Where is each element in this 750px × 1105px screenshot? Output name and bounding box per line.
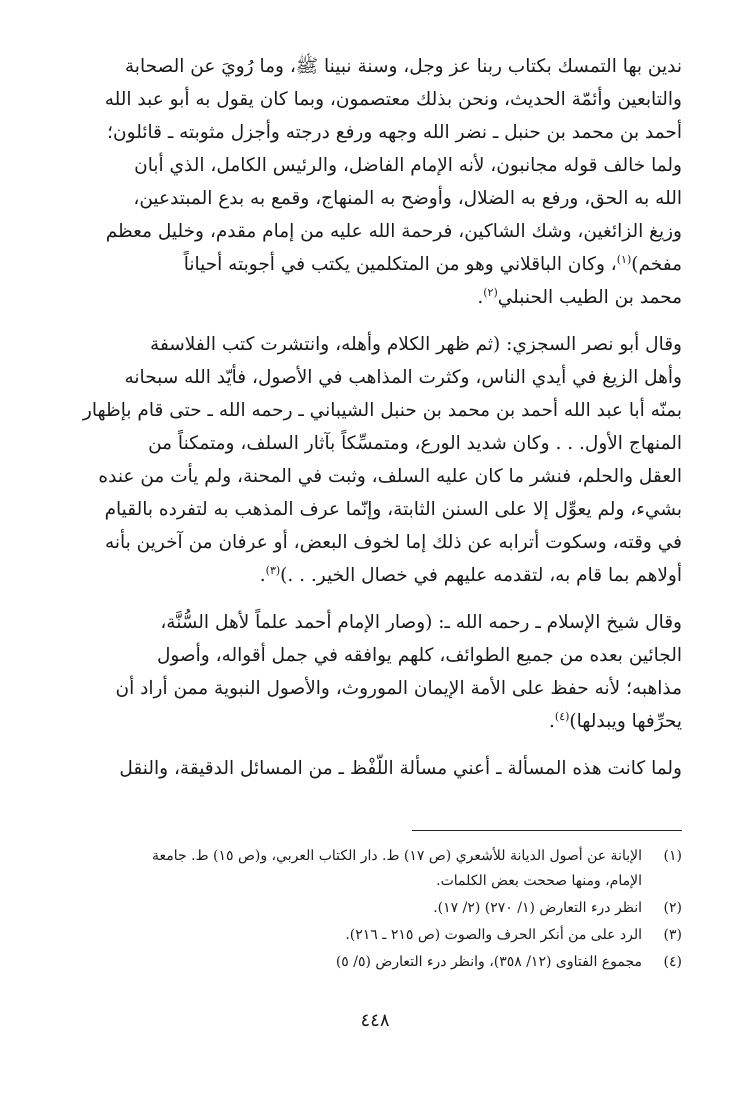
text-line: أولاهم بما قام به، لتقدمه عليهم في خصال الخير. . .) <box>280 565 682 586</box>
page <box>70 50 682 970</box>
footnote-line: الإمام، ومنها صححت بعض الكلمات. <box>436 873 642 889</box>
text-line: الجائين بعده من جميع الطوائف، كلهم يوافقه في جمل أقواله، وأصول <box>156 645 682 666</box>
paragraph-2 <box>70 328 682 592</box>
footnote-divider <box>412 830 682 831</box>
text-line: العقل والحلم، فنشر ما كان عليه السلف، وثبت في المحنة، ولم يأت من عنده <box>98 466 682 487</box>
footnote-ref-1[interactable]: (١) <box>616 252 632 266</box>
text-line: مذاهبه؛ لأنه حفظ على الأمة الإيمان الموروث، والأصول النبوية ممن أراد أن <box>115 678 682 699</box>
text-line: أحمد بن محمد بن حنبل ـ نضر الله وجهه ورفع درجته وأجزل مثوبته ـ قائلون؛ <box>107 122 682 143</box>
main-text <box>70 50 682 785</box>
text-line: المنهاج الأول. . . وكان شديد الورع، ومتمسِّكاً بآثار السلف، ومتمكناً من <box>148 433 682 454</box>
footnote-1 <box>70 844 682 894</box>
footnote-text: الرد على من أنكر الحرف والصوت (ص ٢١٥ ـ ٢١٦). <box>345 927 642 943</box>
footnotes <box>70 844 682 977</box>
text-line: وزيغ الزائغين، وشك الشاكين، فرحمة الله عليه من إمام مقدم، وخليل معظم <box>105 221 682 242</box>
text-line: وأهل الزيغ في أيدي الناس، وكثرت المذاهب في الأصول، فأيّد الله سبحانه <box>124 367 682 388</box>
footnote-ref-3[interactable]: (٣) <box>265 563 281 577</box>
footnote-2 <box>70 896 682 921</box>
paragraph-1 <box>70 50 682 314</box>
footnote-text <box>70 844 642 894</box>
footnote-text: انظر درء التعارض (١/ ٢٧٠) (٢/ ١٧). <box>433 900 642 916</box>
text-line: ندين بها التمسك بكتاب ربنا عز وجل، وسنة نبينا ﷺ، وما رُويَ عن الصحابة <box>124 56 682 77</box>
text-line: ولما كانت هذه المسألة ـ أعني مسألة اللّفْظ ـ من المسائل الدقيقة، والنقل <box>119 758 682 779</box>
text-line: ولما خالف قوله مجانبون، لأنه الإمام الفاضل، والرئيس الكامل، الذي أبان <box>134 155 682 176</box>
text-line: ، وكان الباقلاني وهو من المتكلمين يكتب في أجوبته أحياناً <box>183 254 617 275</box>
footnote-number: (٢) <box>663 900 682 916</box>
text-line: بمنّه أبا عبد الله أحمد بن محمد بن حنبل الشيباني ـ رحمه الله ـ حتى قام بإظهار <box>82 400 682 421</box>
footnote-number: (٤) <box>663 954 682 970</box>
footnote-number: (٣) <box>663 927 682 943</box>
text-line: وقال شيخ الإسلام ـ رحمه الله ـ: (وصار الإمام أحمد علماً لأهل السُّنَّة، <box>160 612 682 633</box>
text-line: والتابعين وأئمّة الحديث، ونحن بذلك معتصمون، وبما كان يقول به أبو عبد الله <box>104 89 682 110</box>
paragraph-4 <box>70 752 682 785</box>
footnote-3 <box>70 923 682 948</box>
text-line: يحرِّفها ويبدلها) <box>569 711 682 732</box>
footnote-line: الإبانة عن أصول الديانة للأشعري (ص ١٧) ط. دار الكتاب العربي، و(ص ١٥) ط. جامعة <box>152 848 642 864</box>
text-line: . <box>549 711 555 732</box>
paragraph-3 <box>70 606 682 738</box>
text-line: . <box>259 565 266 586</box>
footnote-4 <box>70 950 682 975</box>
text-line: الله به الحق، ورفع به الضلال، وأوضح به المنهاج، وقمع به بدع المبتدعين، <box>133 188 682 209</box>
text-line: وقال أبو نصر السجزي: (ثم ظهر الكلام وأهله، وانتشرت كتب الفلاسفة <box>150 334 682 355</box>
page-number: ٤٤٨ <box>360 1010 390 1031</box>
footnote-number: (١) <box>663 848 682 864</box>
text-line: محمد بن الطيب الحنبلي <box>497 287 682 308</box>
footnote-ref-2[interactable]: (٢) <box>483 285 498 299</box>
text-line: . <box>477 287 484 308</box>
text-line: في وقته، وسكوت أترابه عن ذلك إما لخوف البعض، أو عرفان من آخرين بأنه <box>104 532 682 553</box>
text-line: بشيء، ولم يعوِّل إلا على السنن الثابتة، وإنّما عرف المذهب به لتفرده بالقيام <box>104 499 682 520</box>
footnote-ref-4[interactable]: (٤) <box>554 709 570 723</box>
text-line: مفخم) <box>631 254 682 275</box>
footnote-text: مجموع الفتاوى (١٢/ ٣٥٨)، وانظر درء التعارض (٥/ ٥) <box>335 954 642 970</box>
